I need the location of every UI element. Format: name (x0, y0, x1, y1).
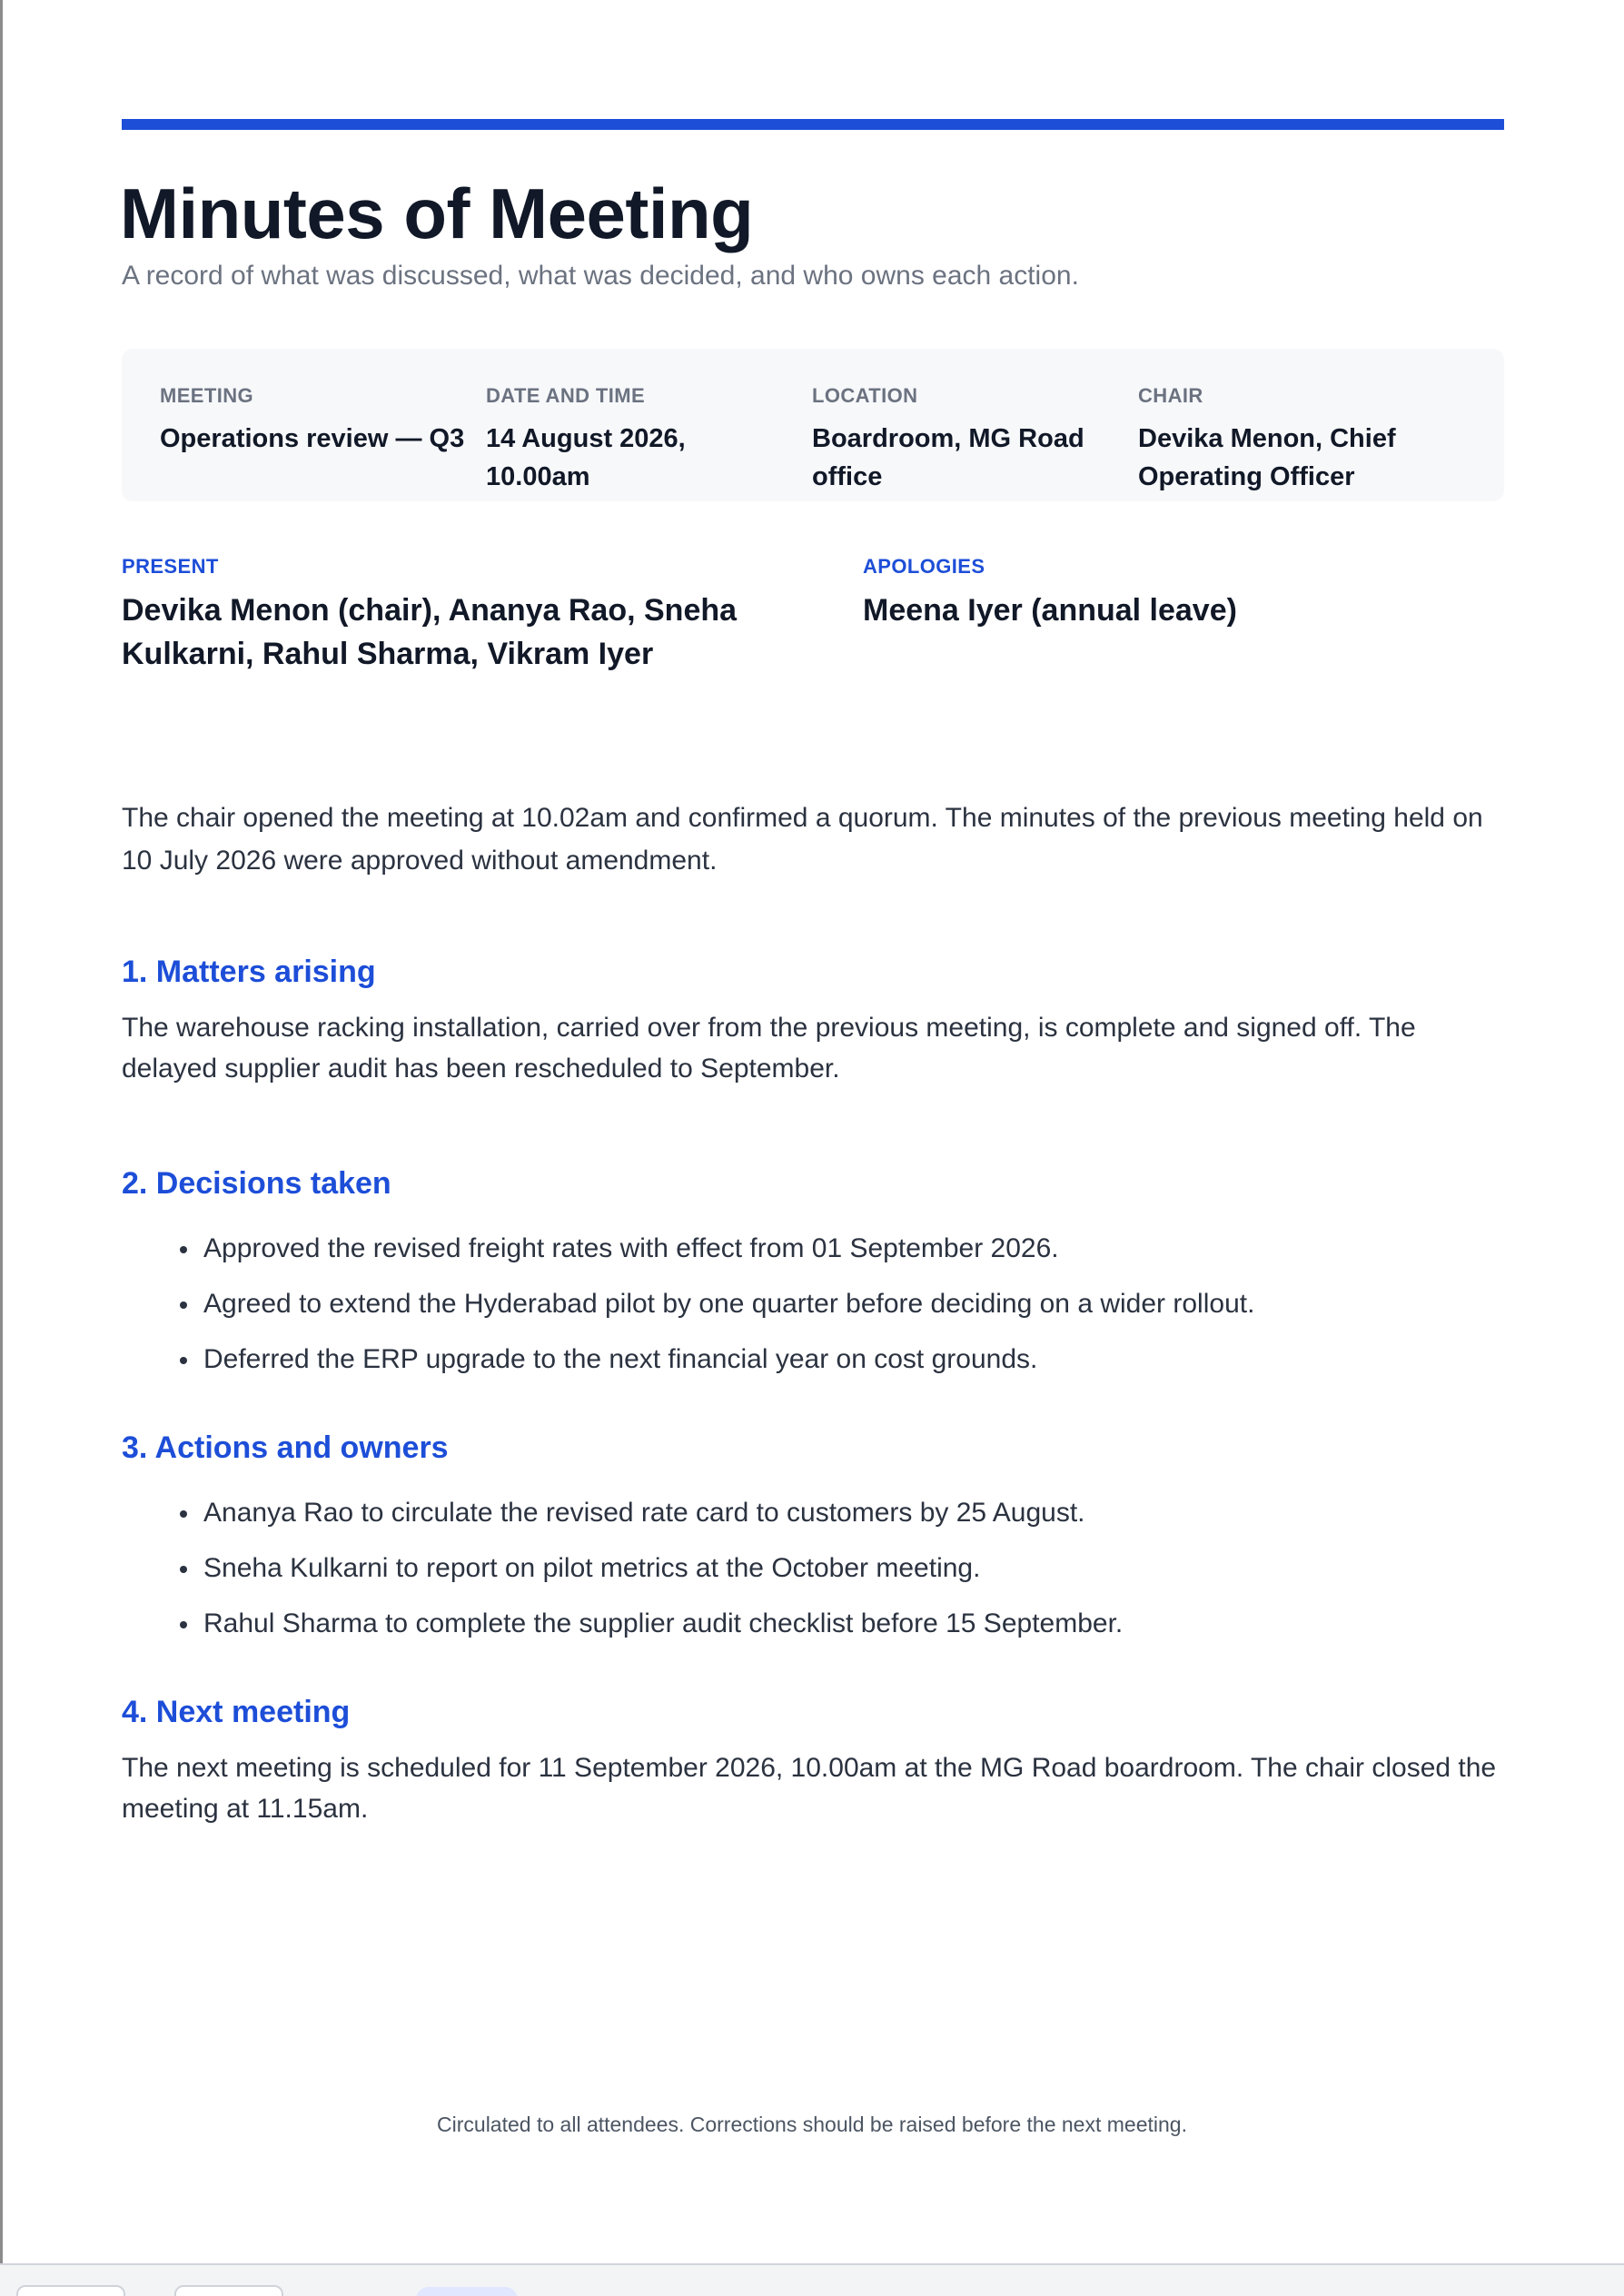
info-location (812, 381, 1121, 496)
document-subtitle: A record of what was discussed, what was decided, and who owns each action. (122, 261, 1079, 291)
info-location-label: LOCATION (812, 384, 918, 407)
matters-arising-heading: 1. Matters arising (122, 955, 376, 989)
info-chair (1138, 381, 1447, 496)
toolbar-button[interactable] (174, 2285, 283, 2296)
decision-item: Approved the revised freight rates with effect from 01 September 2026. (122, 1231, 1504, 1267)
info-meeting (160, 381, 469, 458)
info-date-time (486, 381, 795, 496)
info-location-value: Boardroom, MG Road office (812, 424, 1084, 491)
circulation-note: Circulated to all attendees. Corrections should be raised before the next meeting. (437, 2113, 1187, 2136)
opening-paragraph: The chair opened the meeting at 10.02am and confirmed a quorum. The minutes of the previous meeting held on 10 July 2026 were approved without amendment. (122, 803, 1483, 876)
actions-list (122, 1495, 1504, 1661)
decision-item: Deferred the ERP upgrade to the next financial year on cost grounds. (122, 1341, 1504, 1378)
info-chair-value: Devika Menon, Chief Operating Officer (1138, 424, 1396, 491)
actions-heading: 3. Actions and owners (122, 1430, 449, 1465)
present-label: PRESENT (122, 555, 219, 578)
next-meeting-text: The next meeting is scheduled for 11 September 2026, 10.00am at the MG Road boardroom. The chair closed the meeting at 11.15am. (122, 1753, 1497, 1824)
info-chair-label: CHAIR (1138, 384, 1203, 407)
apologies-list: Meena Iyer (annual leave) (863, 593, 1237, 628)
present-list: Devika Menon (chair), Ananya Rao, Sneha Kulkarni, Rahul Sharma, Vikram Iyer (122, 593, 738, 671)
meeting-info-card (122, 349, 1504, 501)
toolbar-primary-button[interactable] (416, 2287, 518, 2296)
info-date-time-label: DATE AND TIME (486, 384, 646, 407)
action-item: Rahul Sharma to complete the supplier audit checklist before 15 September. (122, 1606, 1504, 1642)
decisions-heading: 2. Decisions taken (122, 1166, 391, 1201)
toolbar-button[interactable] (16, 2285, 125, 2296)
info-meeting-value: Operations review — Q3 (160, 424, 465, 453)
document-title: Minutes of Meeting (120, 173, 754, 253)
matters-arising-text: The warehouse racking installation, carried over from the previous meeting, is complete and signed off. The delayed supplier audit has been rescheduled to September. (122, 1013, 1416, 1084)
apologies-label: APOLOGIES (863, 555, 985, 578)
next-meeting-heading: 4. Next meeting (122, 1695, 351, 1729)
bottom-toolbar (0, 2263, 1624, 2296)
info-date-time-value: 14 August 2026, 10.00am (486, 424, 686, 491)
info-meeting-label: MEETING (160, 384, 254, 407)
action-item: Ananya Rao to circulate the revised rate card to customers by 25 August. (122, 1495, 1504, 1531)
decision-item: Agreed to extend the Hyderabad pilot by one quarter before deciding on a wider rollout. (122, 1286, 1504, 1322)
top-accent-rule (122, 119, 1504, 130)
decisions-list (122, 1231, 1504, 1397)
action-item: Sneha Kulkarni to report on pilot metrics at the October meeting. (122, 1550, 1504, 1587)
